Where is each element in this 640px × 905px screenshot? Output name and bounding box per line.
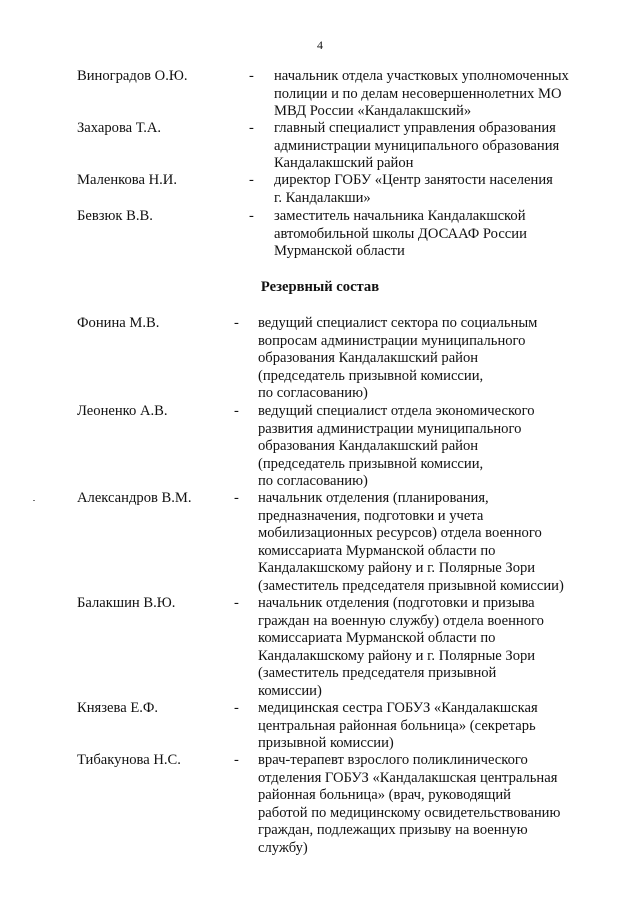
position-line: полиции и по делам несовершеннолетних МО (274, 85, 562, 102)
position-line: комиссариата Мурманской области по (258, 630, 496, 647)
position-line: развития администрации муниципального (258, 420, 522, 437)
position-line: граждан на военную службу) отдела военного (258, 612, 544, 629)
position-line: отделения ГОБУЗ «Кандалакшская центральная (258, 769, 558, 786)
position-line: начальник отдела участковых уполномоченных (274, 68, 569, 84)
position-line: комиссариата Мурманской области по (258, 542, 496, 559)
position-line: комиссии) (258, 682, 322, 699)
position-line: образования Кандалакшский район (258, 438, 479, 455)
scan-mark (33, 500, 35, 501)
position-line: ведущий специалист сектора по социальным (258, 315, 538, 331)
member-position (258, 752, 560, 858)
section-title-reserve: Резервный состав (260, 279, 380, 295)
member-dash: - (249, 208, 254, 224)
member-position (258, 403, 535, 491)
member-name: Балакшин В.Ю. (77, 595, 176, 611)
position-line: районная больница» (врач, руководящий (258, 787, 511, 804)
position-line: по согласованию) (258, 473, 368, 490)
member-dash: - (249, 120, 254, 136)
position-line: службу) (258, 839, 308, 856)
member-position (274, 172, 553, 207)
member-dash: - (234, 490, 239, 506)
position-line: врач-терапевт взрослого поликлинического (258, 752, 528, 768)
member-dash: - (249, 68, 254, 84)
position-line: заместитель начальника Кандалакшской (274, 208, 526, 224)
position-line: г. Кандалакши» (274, 189, 371, 206)
position-line: по согласованию) (258, 385, 368, 402)
member-position (274, 120, 559, 173)
member-name: Леоненко А.В. (77, 403, 168, 419)
member-position (258, 315, 537, 403)
position-line: Кандалакшский район (274, 155, 414, 172)
member-name: Маленкова Н.И. (77, 172, 177, 188)
position-line: граждан, подлежащих призыву на военную (258, 822, 528, 839)
member-dash: - (234, 595, 239, 611)
member-name: Фонина М.В. (77, 315, 160, 331)
member-dash: - (234, 403, 239, 419)
position-line: мобилизационных ресурсов) отдела военного (258, 525, 542, 542)
position-line: (заместитель председателя призывной комиссии) (258, 577, 564, 594)
member-position (274, 208, 527, 261)
position-line: начальник отделения (планирования, (258, 490, 489, 506)
position-line: предназначения, подготовки и учета (258, 507, 484, 524)
member-position (258, 490, 564, 596)
position-line: (заместитель председателя призывной (258, 665, 497, 682)
member-dash: - (234, 315, 239, 331)
position-line: центральная районная больница» (секретарь (258, 717, 536, 734)
member-dash: - (249, 172, 254, 188)
position-line: главный специалист управления образования (274, 120, 556, 136)
position-line: автомобильной школы ДОСААФ России (274, 225, 527, 242)
position-line: начальник отделения (подготовки и призыва (258, 595, 535, 611)
position-line: администрации муниципального образования (274, 137, 560, 154)
member-name: Тибакунова Н.С. (77, 752, 181, 768)
position-line: образования Кандалакшский район (258, 350, 479, 367)
position-line: ведущий специалист отдела экономического (258, 403, 535, 419)
position-line: МВД России «Кандалакшский» (274, 103, 472, 120)
position-line: Кандалакшскому району и г. Полярные Зори (258, 647, 536, 664)
position-line: (председатель призывной комиссии, (258, 367, 484, 384)
member-position (258, 700, 538, 753)
member-position (274, 68, 569, 121)
position-line: вопросам администрации муниципального (258, 332, 526, 349)
position-line: Мурманской области (274, 243, 405, 260)
member-position (258, 595, 544, 701)
member-name: Бевзюк В.В. (77, 208, 153, 224)
member-name: Александров В.М. (77, 490, 192, 506)
position-line: работой по медицинскому освидетельствованию (258, 804, 561, 821)
page-number: 4 (317, 38, 323, 52)
position-line: медицинская сестра ГОБУЗ «Кандалакшская (258, 700, 538, 716)
position-line: призывной комиссии) (258, 735, 394, 752)
position-line: (председатель призывной комиссии, (258, 455, 484, 472)
member-dash: - (234, 700, 239, 716)
member-name: Князева Е.Ф. (77, 700, 159, 716)
member-name: Захарова Т.А. (77, 120, 162, 136)
position-line: директор ГОБУ «Центр занятости населения (274, 172, 553, 188)
member-name: Виноградов О.Ю. (77, 68, 188, 84)
position-line: Кандалакшскому району и г. Полярные Зори (258, 560, 536, 577)
member-dash: - (234, 752, 239, 768)
